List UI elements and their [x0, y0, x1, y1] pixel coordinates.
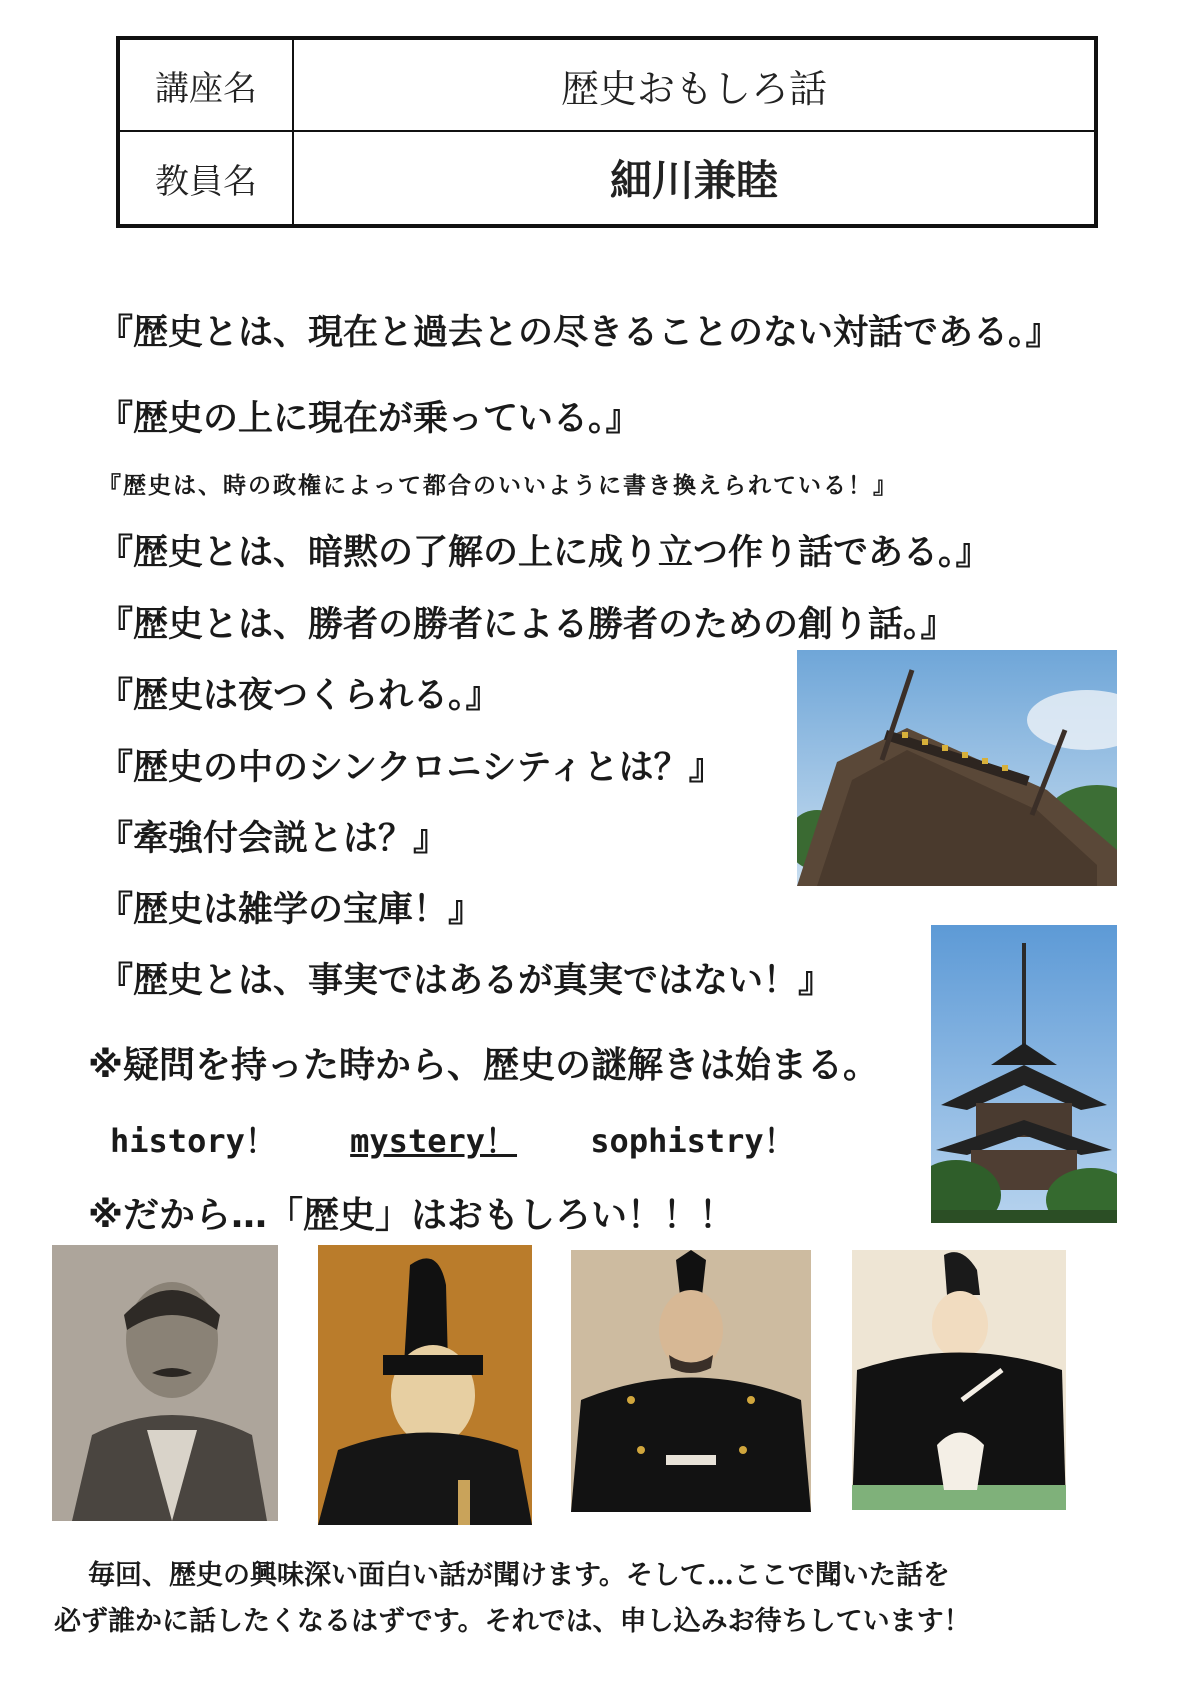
quote-10: 『歴史とは、事実ではあるが真実ではない！』 — [98, 960, 834, 1001]
footer-line-2: 必ず誰かに話したくなるはずです。それでは、申し込みお待ちしています！ — [54, 1606, 971, 1637]
portrait-photo-2 — [318, 1245, 532, 1525]
teacher-name: 細川兼睦 — [609, 156, 778, 205]
portrait-photo-1 — [52, 1245, 278, 1521]
quote-8: 『牽強付会説とは？』 — [98, 818, 449, 859]
word-history: history！ — [110, 1122, 277, 1160]
quote-9: 『歴史は雑学の宝庫！』 — [98, 889, 484, 930]
portrait-photo-4 — [852, 1250, 1066, 1510]
footer-message — [54, 1553, 1154, 1645]
course-label: 講座名 — [120, 40, 294, 132]
word-sophistry: sophistry！ — [590, 1122, 796, 1160]
quote-4: 『歴史とは、暗黙の了解の上に成り立つ作り話である。』 — [98, 532, 991, 573]
quote-2: 『歴史の上に現在が乗っている。』 — [98, 398, 641, 439]
quote-7: 『歴史の中のシンクロニシティとは？』 — [98, 747, 724, 788]
quote-3: 『歴史は、時の政権によって都合のいいように書き換えられている！』 — [98, 472, 898, 499]
pagoda-photo — [931, 925, 1117, 1223]
course-name: 歴史おもしろ話 — [294, 40, 1094, 132]
words-line — [110, 1116, 850, 1162]
footer-line-1: 毎回、歴史の興味深い面白い話が聞けます。そして…ここで聞いた話を — [88, 1560, 950, 1591]
portrait-photo-3 — [571, 1250, 811, 1512]
word-mystery: mystery！ — [350, 1122, 518, 1160]
note-interesting: ※だから…「歴史」はおもしろい！！！ — [88, 1195, 735, 1236]
teacher-label: 教員名 — [120, 132, 294, 224]
course-info-table — [116, 36, 1098, 228]
quote-5: 『歴史とは、勝者の勝者による勝者のための創り話。』 — [98, 604, 956, 645]
thatched-roof-photo — [797, 650, 1117, 886]
quote-1: 『歴史とは、現在と過去との尽きることのない対話である。』 — [98, 312, 1061, 353]
quote-6: 『歴史は夜つくられる。』 — [98, 675, 501, 716]
note-question: ※疑問を持った時から、歴史の謎解きは始まる。 — [88, 1045, 879, 1086]
